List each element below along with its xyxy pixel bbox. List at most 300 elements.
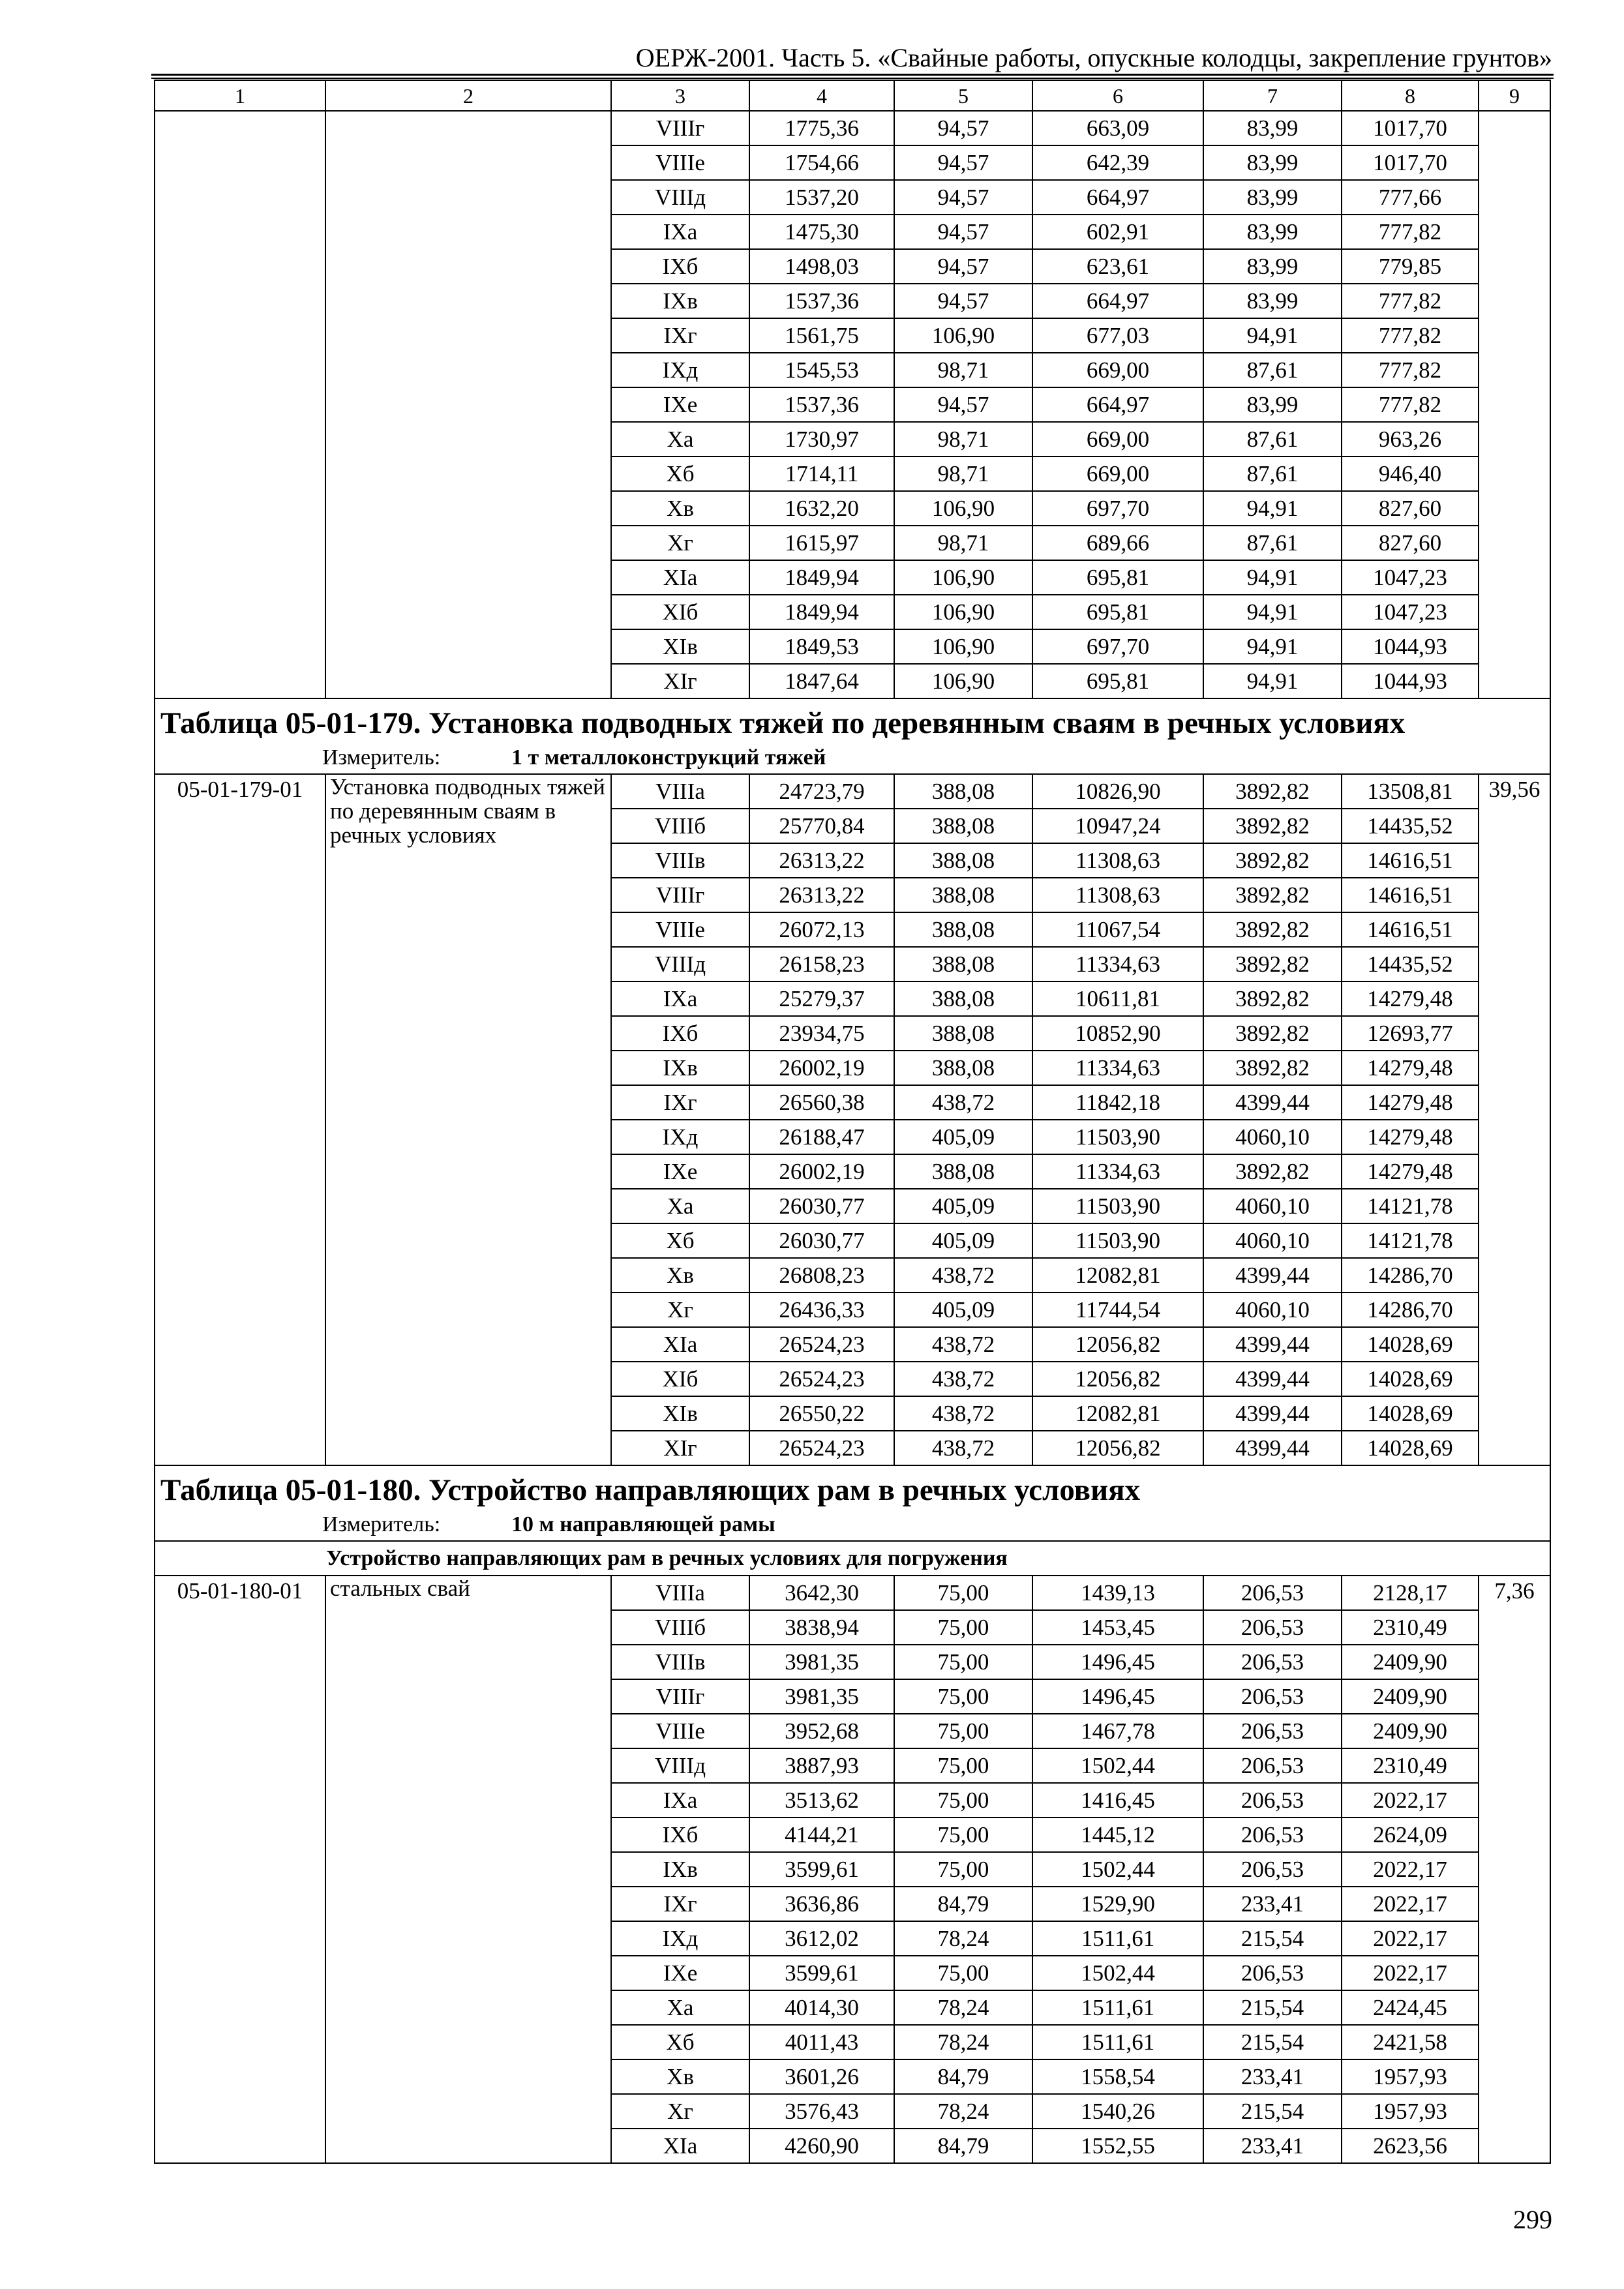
value-cell: 3892,82 bbox=[1203, 981, 1342, 1016]
value-cell: VIIIг bbox=[611, 1679, 749, 1714]
value-cell: 388,08 bbox=[894, 1154, 1032, 1189]
value-cell: 405,09 bbox=[894, 1293, 1032, 1327]
price-table bbox=[154, 80, 1551, 2164]
value-cell: 98,71 bbox=[894, 526, 1032, 560]
value-cell: IXе bbox=[611, 1956, 749, 1990]
table-row bbox=[155, 774, 1550, 809]
name-cell: стальных свай bbox=[325, 1576, 611, 2163]
value-cell: 1537,36 bbox=[749, 387, 894, 422]
value-cell: 10852,90 bbox=[1032, 1016, 1203, 1051]
value-cell: IXе bbox=[611, 1154, 749, 1189]
value-cell: 2310,49 bbox=[1342, 1610, 1479, 1645]
value-cell: 83,99 bbox=[1203, 387, 1342, 422]
value-cell: 1775,36 bbox=[749, 111, 894, 145]
value-cell: 94,91 bbox=[1203, 595, 1342, 629]
value-cell: 664,97 bbox=[1032, 284, 1203, 318]
value-cell: 2421,58 bbox=[1342, 2025, 1479, 2059]
value-cell: 777,82 bbox=[1342, 318, 1479, 353]
value-cell: 94,91 bbox=[1203, 664, 1342, 698]
value-cell: 1615,97 bbox=[749, 526, 894, 560]
value-cell: 11067,54 bbox=[1032, 912, 1203, 947]
value-cell: IXе bbox=[611, 387, 749, 422]
value-cell: 4060,10 bbox=[1203, 1293, 1342, 1327]
value-cell: 11503,90 bbox=[1032, 1120, 1203, 1154]
value-cell: 87,61 bbox=[1203, 526, 1342, 560]
name-cell: Установка подводных тяжей по деревянным сваям в речных условиях bbox=[325, 774, 611, 1465]
value-cell: 2624,09 bbox=[1342, 1818, 1479, 1852]
value-cell: 1714,11 bbox=[749, 456, 894, 491]
value-cell: 14279,48 bbox=[1342, 1051, 1479, 1085]
value-cell: IXв bbox=[611, 1051, 749, 1085]
value-cell: 777,82 bbox=[1342, 215, 1479, 249]
value-cell: 3892,82 bbox=[1203, 843, 1342, 878]
value-cell: 83,99 bbox=[1203, 180, 1342, 215]
value-cell: XIг bbox=[611, 1431, 749, 1465]
value-cell: 1044,93 bbox=[1342, 664, 1479, 698]
value-cell: 14279,48 bbox=[1342, 1120, 1479, 1154]
value-cell: 669,00 bbox=[1032, 353, 1203, 387]
value-cell: 1545,53 bbox=[749, 353, 894, 387]
value-cell: 75,00 bbox=[894, 1852, 1032, 1887]
value-cell: 11334,63 bbox=[1032, 1051, 1203, 1085]
value-cell: 2623,56 bbox=[1342, 2129, 1479, 2163]
value-cell: 663,09 bbox=[1032, 111, 1203, 145]
value-cell: 94,57 bbox=[894, 284, 1032, 318]
value-cell: 405,09 bbox=[894, 1189, 1032, 1223]
column-number: 4 bbox=[749, 80, 894, 111]
table-title bbox=[155, 1465, 1550, 1541]
value-cell: 83,99 bbox=[1203, 215, 1342, 249]
c9-cell: 39,56 bbox=[1479, 774, 1550, 1465]
value-cell: 3892,82 bbox=[1203, 947, 1342, 981]
value-cell: 14028,69 bbox=[1342, 1431, 1479, 1465]
value-cell: 14279,48 bbox=[1342, 981, 1479, 1016]
column-number: 1 bbox=[155, 80, 325, 111]
measure-label: Измеритель: bbox=[322, 1512, 441, 1536]
value-cell: 26072,13 bbox=[749, 912, 894, 947]
value-cell: 4060,10 bbox=[1203, 1189, 1342, 1223]
value-cell: 11744,54 bbox=[1032, 1293, 1203, 1327]
value-cell: IXг bbox=[611, 318, 749, 353]
value-cell: 75,00 bbox=[894, 1576, 1032, 1610]
value-cell: 98,71 bbox=[894, 353, 1032, 387]
value-cell: 83,99 bbox=[1203, 111, 1342, 145]
value-cell: 388,08 bbox=[894, 981, 1032, 1016]
value-cell: 11334,63 bbox=[1032, 1154, 1203, 1189]
value-cell: 2022,17 bbox=[1342, 1956, 1479, 1990]
value-cell: Xв bbox=[611, 1258, 749, 1293]
value-cell: 12082,81 bbox=[1032, 1258, 1203, 1293]
value-cell: 2409,90 bbox=[1342, 1714, 1479, 1748]
value-cell: 106,90 bbox=[894, 595, 1032, 629]
value-cell: 2310,49 bbox=[1342, 1748, 1479, 1783]
value-cell: XIв bbox=[611, 1396, 749, 1431]
value-cell: 2424,45 bbox=[1342, 1990, 1479, 2025]
value-cell: IXд bbox=[611, 1120, 749, 1154]
value-cell: 206,53 bbox=[1203, 1610, 1342, 1645]
header-rule bbox=[151, 74, 1554, 76]
value-cell: 206,53 bbox=[1203, 1714, 1342, 1748]
value-cell: 206,53 bbox=[1203, 1576, 1342, 1610]
value-cell: 623,61 bbox=[1032, 249, 1203, 284]
value-cell: 12056,82 bbox=[1032, 1431, 1203, 1465]
value-cell: 777,66 bbox=[1342, 180, 1479, 215]
table-title-text: Таблица 05-01-180. Устройство направляющих рам в речных условиях bbox=[160, 1473, 1141, 1507]
value-cell: 84,79 bbox=[894, 1887, 1032, 1921]
value-cell: 1017,70 bbox=[1342, 111, 1479, 145]
value-cell: 75,00 bbox=[894, 1956, 1032, 1990]
measure-label: Измеритель: bbox=[322, 745, 441, 770]
value-cell: 695,81 bbox=[1032, 595, 1203, 629]
value-cell: 3892,82 bbox=[1203, 912, 1342, 947]
value-cell: 1561,75 bbox=[749, 318, 894, 353]
column-number-row bbox=[155, 80, 1550, 111]
value-cell: 10611,81 bbox=[1032, 981, 1203, 1016]
value-cell: 695,81 bbox=[1032, 560, 1203, 595]
value-cell: Xг bbox=[611, 2094, 749, 2129]
value-cell: 11308,63 bbox=[1032, 843, 1203, 878]
code-cell bbox=[155, 111, 325, 698]
value-cell: 2409,90 bbox=[1342, 1645, 1479, 1679]
value-cell: 642,39 bbox=[1032, 145, 1203, 180]
name-cell bbox=[325, 111, 611, 698]
value-cell: 26550,22 bbox=[749, 1396, 894, 1431]
value-cell: 106,90 bbox=[894, 664, 1032, 698]
value-cell: 4399,44 bbox=[1203, 1396, 1342, 1431]
value-cell: 87,61 bbox=[1203, 456, 1342, 491]
value-cell: 669,00 bbox=[1032, 422, 1203, 456]
value-cell: 677,03 bbox=[1032, 318, 1203, 353]
value-cell: 3892,82 bbox=[1203, 878, 1342, 912]
value-cell: 4260,90 bbox=[749, 2129, 894, 2163]
value-cell: 10826,90 bbox=[1032, 774, 1203, 809]
value-cell: 75,00 bbox=[894, 1645, 1032, 1679]
value-cell: 438,72 bbox=[894, 1327, 1032, 1362]
value-cell: 438,72 bbox=[894, 1085, 1032, 1120]
value-cell: 94,91 bbox=[1203, 629, 1342, 664]
measure-unit: 1 т металлоконструкций тяжей bbox=[511, 745, 826, 770]
value-cell: VIIIе bbox=[611, 1714, 749, 1748]
column-number: 9 bbox=[1479, 80, 1550, 111]
value-cell: 3612,02 bbox=[749, 1921, 894, 1956]
value-cell: 1047,23 bbox=[1342, 560, 1479, 595]
value-cell: 3636,86 bbox=[749, 1887, 894, 1921]
value-cell: 602,91 bbox=[1032, 215, 1203, 249]
value-cell: 1511,61 bbox=[1032, 1990, 1203, 2025]
value-cell: 3599,61 bbox=[749, 1956, 894, 1990]
value-cell: IXа bbox=[611, 215, 749, 249]
value-cell: 11503,90 bbox=[1032, 1189, 1203, 1223]
value-cell: VIIIа bbox=[611, 774, 749, 809]
value-cell: 1453,45 bbox=[1032, 1610, 1203, 1645]
value-cell: 1502,44 bbox=[1032, 1852, 1203, 1887]
value-cell: 1849,94 bbox=[749, 560, 894, 595]
value-cell: 78,24 bbox=[894, 2025, 1032, 2059]
value-cell: 777,82 bbox=[1342, 284, 1479, 318]
value-cell: 3513,62 bbox=[749, 1783, 894, 1818]
value-cell: 11503,90 bbox=[1032, 1223, 1203, 1258]
value-cell: 697,70 bbox=[1032, 629, 1203, 664]
value-cell: 3887,93 bbox=[749, 1748, 894, 1783]
value-cell: 3952,68 bbox=[749, 1714, 894, 1748]
value-cell: 4144,21 bbox=[749, 1818, 894, 1852]
value-cell: 83,99 bbox=[1203, 145, 1342, 180]
value-cell: 388,08 bbox=[894, 912, 1032, 947]
value-cell: 405,09 bbox=[894, 1223, 1032, 1258]
value-cell: 438,72 bbox=[894, 1396, 1032, 1431]
value-cell: 75,00 bbox=[894, 1714, 1032, 1748]
value-cell: 25279,37 bbox=[749, 981, 894, 1016]
value-cell: 206,53 bbox=[1203, 1645, 1342, 1679]
column-number: 5 bbox=[894, 80, 1032, 111]
value-cell: 827,60 bbox=[1342, 526, 1479, 560]
subheading: Устройство направляющих рам в речных условиях для погружения bbox=[155, 1541, 1550, 1576]
c9-cell: 7,36 bbox=[1479, 1576, 1550, 2163]
value-cell: 1502,44 bbox=[1032, 1956, 1203, 1990]
table-row bbox=[155, 111, 1550, 145]
value-cell: 75,00 bbox=[894, 1748, 1032, 1783]
value-cell: 26030,77 bbox=[749, 1189, 894, 1223]
value-cell: Xб bbox=[611, 1223, 749, 1258]
value-cell: IXб bbox=[611, 1016, 749, 1051]
value-cell: 94,57 bbox=[894, 215, 1032, 249]
value-cell: Xв bbox=[611, 2059, 749, 2094]
value-cell: VIIIг bbox=[611, 111, 749, 145]
value-cell: VIIIв bbox=[611, 843, 749, 878]
value-cell: 26313,22 bbox=[749, 878, 894, 912]
value-cell: 1849,53 bbox=[749, 629, 894, 664]
value-cell: 3892,82 bbox=[1203, 1154, 1342, 1189]
c9-cell bbox=[1479, 111, 1550, 698]
value-cell: 388,08 bbox=[894, 774, 1032, 809]
column-number: 2 bbox=[325, 80, 611, 111]
running-header: ОЕРЖ-2001. Часть 5. «Свайные работы, опускные колодцы, закрепление грунтов» bbox=[635, 43, 1552, 72]
value-cell: 11308,63 bbox=[1032, 878, 1203, 912]
value-cell: 827,60 bbox=[1342, 491, 1479, 526]
value-cell: 2409,90 bbox=[1342, 1679, 1479, 1714]
value-cell: 1849,94 bbox=[749, 595, 894, 629]
value-cell: 26524,23 bbox=[749, 1431, 894, 1465]
value-cell: 664,97 bbox=[1032, 180, 1203, 215]
value-cell: VIIIд bbox=[611, 1748, 749, 1783]
value-cell: 1529,90 bbox=[1032, 1887, 1203, 1921]
value-cell: 664,97 bbox=[1032, 387, 1203, 422]
value-cell: 12082,81 bbox=[1032, 1396, 1203, 1431]
value-cell: 11842,18 bbox=[1032, 1085, 1203, 1120]
value-cell: 94,57 bbox=[894, 249, 1032, 284]
value-cell: 106,90 bbox=[894, 560, 1032, 595]
value-cell: 206,53 bbox=[1203, 1956, 1342, 1990]
value-cell: 26808,23 bbox=[749, 1258, 894, 1293]
value-cell: 1558,54 bbox=[1032, 2059, 1203, 2094]
value-cell: IXа bbox=[611, 1783, 749, 1818]
value-cell: 26002,19 bbox=[749, 1051, 894, 1085]
value-cell: 2022,17 bbox=[1342, 1783, 1479, 1818]
value-cell: 3601,26 bbox=[749, 2059, 894, 2094]
value-cell: 4060,10 bbox=[1203, 1120, 1342, 1154]
value-cell: 24723,79 bbox=[749, 774, 894, 809]
value-cell: 3642,30 bbox=[749, 1576, 894, 1610]
value-cell: 1044,93 bbox=[1342, 629, 1479, 664]
value-cell: IXв bbox=[611, 1852, 749, 1887]
value-cell: 26188,47 bbox=[749, 1120, 894, 1154]
value-cell: 388,08 bbox=[894, 1051, 1032, 1085]
value-cell: 14286,70 bbox=[1342, 1293, 1479, 1327]
value-cell: IXа bbox=[611, 981, 749, 1016]
value-cell: 14028,69 bbox=[1342, 1362, 1479, 1396]
value-cell: XIа bbox=[611, 560, 749, 595]
value-cell: 777,82 bbox=[1342, 387, 1479, 422]
value-cell: 689,66 bbox=[1032, 526, 1203, 560]
value-cell: XIа bbox=[611, 1327, 749, 1362]
value-cell: 669,00 bbox=[1032, 456, 1203, 491]
table-title-row bbox=[155, 1465, 1550, 1541]
value-cell: 2022,17 bbox=[1342, 1921, 1479, 1956]
value-cell: 1847,64 bbox=[749, 664, 894, 698]
value-cell: 11334,63 bbox=[1032, 947, 1203, 981]
value-cell: 1498,03 bbox=[749, 249, 894, 284]
value-cell: Xб bbox=[611, 456, 749, 491]
value-cell: 83,99 bbox=[1203, 249, 1342, 284]
value-cell: 87,61 bbox=[1203, 422, 1342, 456]
value-cell: 206,53 bbox=[1203, 1679, 1342, 1714]
value-cell: IXд bbox=[611, 1921, 749, 1956]
value-cell: 26158,23 bbox=[749, 947, 894, 981]
value-cell: 1730,97 bbox=[749, 422, 894, 456]
value-cell: 23934,75 bbox=[749, 1016, 894, 1051]
value-cell: VIIIб bbox=[611, 1610, 749, 1645]
value-cell: 26030,77 bbox=[749, 1223, 894, 1258]
value-cell: 4011,43 bbox=[749, 2025, 894, 2059]
value-cell: 14121,78 bbox=[1342, 1189, 1479, 1223]
header-rule bbox=[151, 78, 1554, 79]
value-cell: 388,08 bbox=[894, 947, 1032, 981]
value-cell: 75,00 bbox=[894, 1818, 1032, 1852]
value-cell: IXб bbox=[611, 1818, 749, 1852]
value-cell: 1475,30 bbox=[749, 215, 894, 249]
value-cell: 26560,38 bbox=[749, 1085, 894, 1120]
value-cell: IXд bbox=[611, 353, 749, 387]
measure-unit: 10 м направляющей рамы bbox=[511, 1512, 775, 1536]
value-cell: 1047,23 bbox=[1342, 595, 1479, 629]
value-cell: 405,09 bbox=[894, 1120, 1032, 1154]
value-cell: Xг bbox=[611, 1293, 749, 1327]
value-cell: 83,99 bbox=[1203, 284, 1342, 318]
value-cell: Xа bbox=[611, 1990, 749, 2025]
measure-line bbox=[160, 742, 1544, 773]
value-cell: 26436,33 bbox=[749, 1293, 894, 1327]
value-cell: XIб bbox=[611, 595, 749, 629]
value-cell: 1511,61 bbox=[1032, 1921, 1203, 1956]
value-cell: 3599,61 bbox=[749, 1852, 894, 1887]
value-cell: XIв bbox=[611, 629, 749, 664]
value-cell: 14279,48 bbox=[1342, 1085, 1479, 1120]
value-cell: 3576,43 bbox=[749, 2094, 894, 2129]
value-cell: 94,57 bbox=[894, 387, 1032, 422]
value-cell: VIIIд bbox=[611, 180, 749, 215]
value-cell: 1445,12 bbox=[1032, 1818, 1203, 1852]
value-cell: 2022,17 bbox=[1342, 1852, 1479, 1887]
column-number: 8 bbox=[1342, 80, 1479, 111]
value-cell: 438,72 bbox=[894, 1258, 1032, 1293]
value-cell: 233,41 bbox=[1203, 2059, 1342, 2094]
code-cell: 05-01-179-01 bbox=[155, 774, 325, 1465]
value-cell: XIб bbox=[611, 1362, 749, 1396]
value-cell: 14286,70 bbox=[1342, 1258, 1479, 1293]
value-cell: 94,57 bbox=[894, 145, 1032, 180]
value-cell: 388,08 bbox=[894, 1016, 1032, 1051]
value-cell: 14121,78 bbox=[1342, 1223, 1479, 1258]
value-cell: 12693,77 bbox=[1342, 1016, 1479, 1051]
value-cell: IXв bbox=[611, 284, 749, 318]
value-cell: 4399,44 bbox=[1203, 1085, 1342, 1120]
value-cell: 87,61 bbox=[1203, 353, 1342, 387]
value-cell: 98,71 bbox=[894, 456, 1032, 491]
value-cell: 1439,13 bbox=[1032, 1576, 1203, 1610]
value-cell: 26002,19 bbox=[749, 1154, 894, 1189]
value-cell: 1496,45 bbox=[1032, 1679, 1203, 1714]
value-cell: 106,90 bbox=[894, 629, 1032, 664]
value-cell: VIIIг bbox=[611, 878, 749, 912]
column-number: 3 bbox=[611, 80, 749, 111]
value-cell: 12056,82 bbox=[1032, 1327, 1203, 1362]
value-cell: 1754,66 bbox=[749, 145, 894, 180]
value-cell: 14279,48 bbox=[1342, 1154, 1479, 1189]
value-cell: 215,54 bbox=[1203, 2094, 1342, 2129]
value-cell: IXг bbox=[611, 1887, 749, 1921]
value-cell: 1540,26 bbox=[1032, 2094, 1203, 2129]
value-cell: 75,00 bbox=[894, 1783, 1032, 1818]
value-cell: 3892,82 bbox=[1203, 1016, 1342, 1051]
value-cell: 1957,93 bbox=[1342, 2059, 1479, 2094]
value-cell: 1537,36 bbox=[749, 284, 894, 318]
value-cell: 3892,82 bbox=[1203, 774, 1342, 809]
value-cell: 206,53 bbox=[1203, 1818, 1342, 1852]
code-cell: 05-01-180-01 bbox=[155, 1576, 325, 2163]
value-cell: 75,00 bbox=[894, 1679, 1032, 1714]
value-cell: 2022,17 bbox=[1342, 1887, 1479, 1921]
value-cell: 26524,23 bbox=[749, 1327, 894, 1362]
value-cell: 695,81 bbox=[1032, 664, 1203, 698]
value-cell: 78,24 bbox=[894, 2094, 1032, 2129]
value-cell: 4399,44 bbox=[1203, 1258, 1342, 1293]
value-cell: 1496,45 bbox=[1032, 1645, 1203, 1679]
value-cell: 3981,35 bbox=[749, 1645, 894, 1679]
value-cell: VIIIе bbox=[611, 912, 749, 947]
value-cell: 3838,94 bbox=[749, 1610, 894, 1645]
value-cell: 14616,51 bbox=[1342, 843, 1479, 878]
page-number: 299 bbox=[1513, 2205, 1552, 2234]
column-number: 7 bbox=[1203, 80, 1342, 111]
value-cell: 215,54 bbox=[1203, 1990, 1342, 2025]
value-cell: 14028,69 bbox=[1342, 1396, 1479, 1431]
value-cell: 963,26 bbox=[1342, 422, 1479, 456]
value-cell: 106,90 bbox=[894, 491, 1032, 526]
value-cell: 10947,24 bbox=[1032, 809, 1203, 843]
value-cell: 388,08 bbox=[894, 809, 1032, 843]
value-cell: 1552,55 bbox=[1032, 2129, 1203, 2163]
value-cell: 106,90 bbox=[894, 318, 1032, 353]
value-cell: 1017,70 bbox=[1342, 145, 1479, 180]
value-cell: 2128,17 bbox=[1342, 1576, 1479, 1610]
value-cell: 1537,20 bbox=[749, 180, 894, 215]
value-cell: 14435,52 bbox=[1342, 809, 1479, 843]
value-cell: 233,41 bbox=[1203, 1887, 1342, 1921]
table-title-row bbox=[155, 698, 1550, 774]
value-cell: VIIIа bbox=[611, 1576, 749, 1610]
table-title bbox=[155, 698, 1550, 774]
value-cell: Xг bbox=[611, 526, 749, 560]
